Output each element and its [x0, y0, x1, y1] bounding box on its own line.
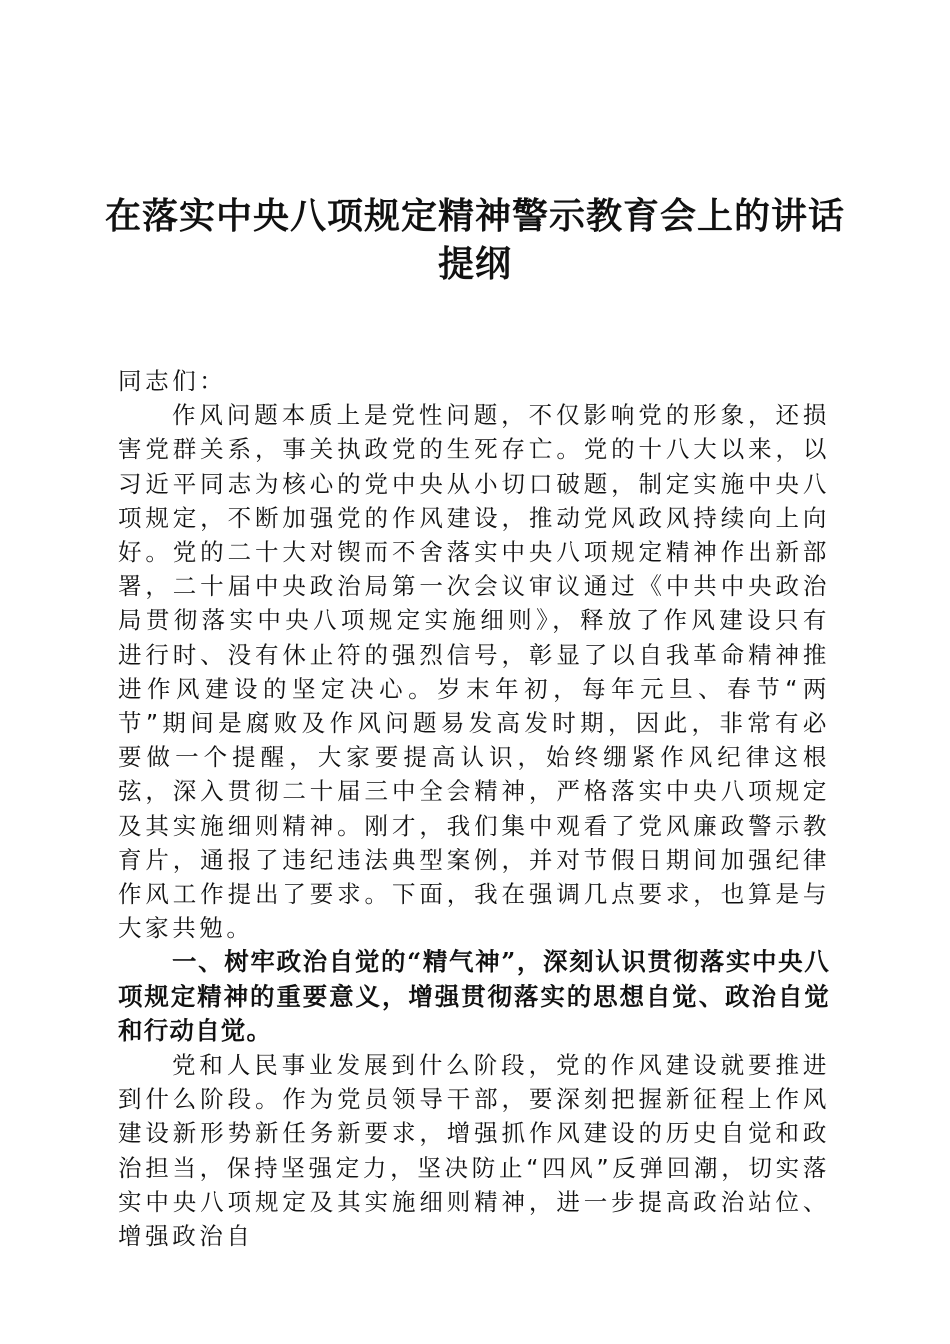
section-heading-1: 一、树牢政治自觉的“精气神”，深刻认识贯彻落实中央八项规定精神的重要意义，增强贯彻落实的思想自觉、政治自觉和行动自觉。	[118, 947, 830, 1045]
paragraph-section-1: 党和人民事业发展到什么阶段，党的作风建设就要推进到什么阶段。作为党员领导干部，要深刻把握新征程上作风建设新形势新任务新要求，增强抓作风建设的历史自觉和政治担当，保持坚强定力，坚决防止“四风”反弹回潮，切实落实中央八项规定及其实施细则精神，进一步提高政治站位、增强政治自	[118, 1051, 830, 1251]
paragraph-intro: 作风问题本质上是党性问题，不仅影响党的形象，还损害党群关系，事关执政党的生死存亡。党的十八大以来，以习近平同志为核心的党中央从小切口破题，制定实施中央八项规定，不断加强党的作风建设，推动党风政风持续向上向好。党的二十大对锲而不舍落实中央八项规定精神作出新部署，二十届中央政治局第一次会议审议通过《中共中央政治局贯彻落实中央八项规定实施细则》，释放了作风建设只有进行时、没有休止符的强烈信号，彰显了以自我革命精神推进作风建设的坚定决心。岁末年初，每年元旦、春节“两节”期间是腐败及作风问题易发高发时期，因此，非常有必要做一个提醒，大家要提高认识，始终绷紧作风纪律这根弦，深入贯彻二十届三中全会精神，严格落实中央八项规定及其实施细则精神。刚才，我们集中观看了党风廉政警示教育片，通报了违纪违法典型案例，并对节假日期间加强纪律作风工作提出了要求。下面，我在强调几点要求，也算是与大家共勉。	[118, 401, 830, 943]
document-title-line1: 在落实中央八项规定精神警示教育会上的讲话	[104, 195, 845, 237]
salutation: 同志们：	[118, 367, 227, 395]
document-body	[118, 364, 830, 1253]
document-title-line2: 提纲	[437, 243, 512, 285]
